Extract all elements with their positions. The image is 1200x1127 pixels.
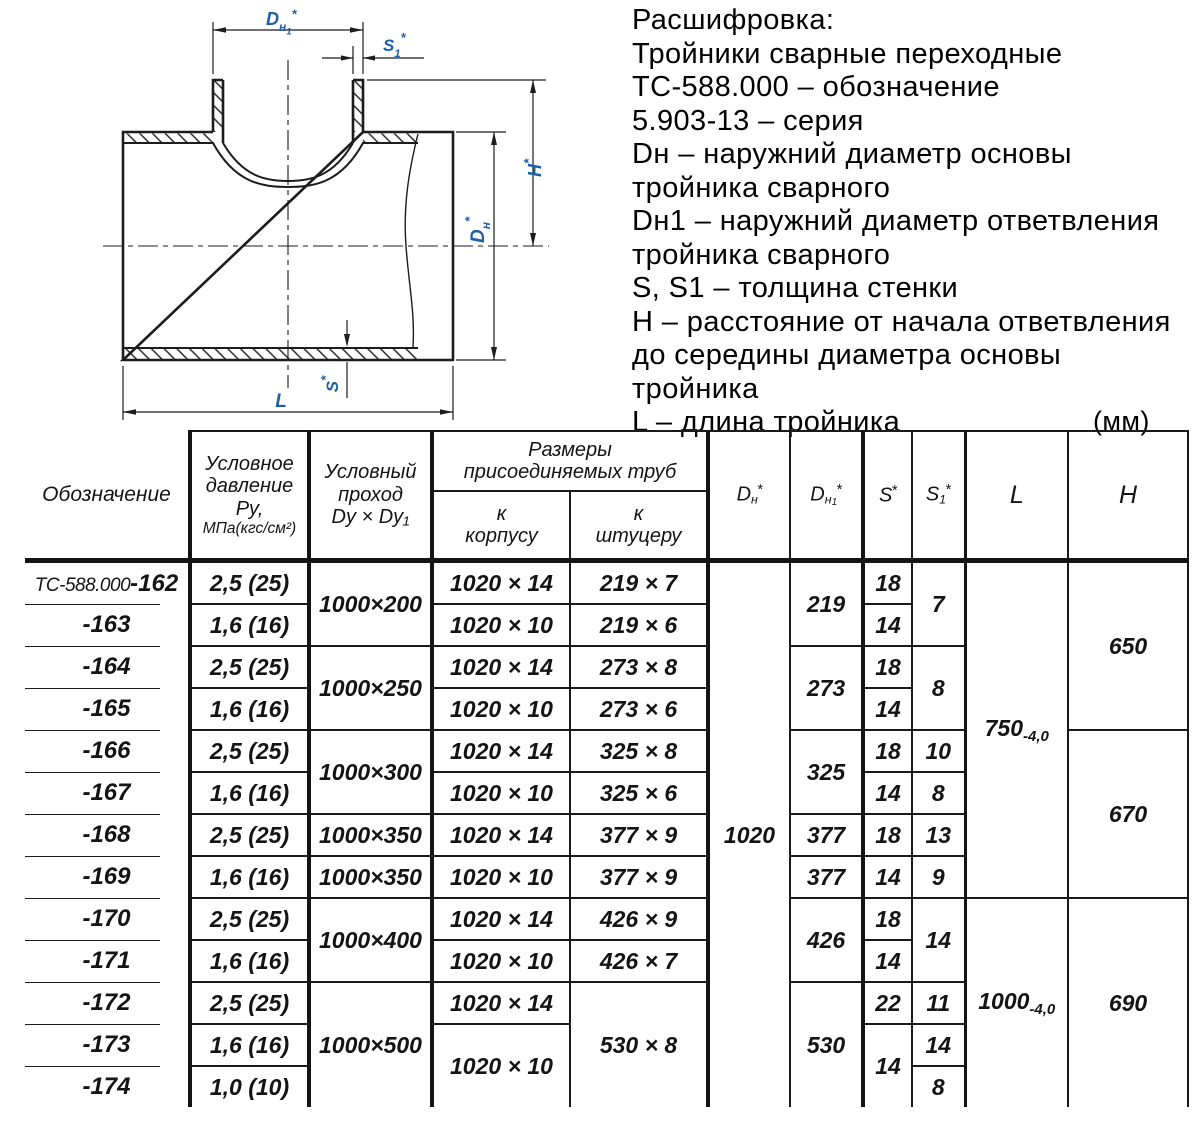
cell-pressure: 1,6 (16) [190, 940, 309, 982]
designation-number: -172 [82, 989, 131, 1016]
cell-H: 650 [1068, 561, 1188, 731]
cell-body_pipe: 1020 × 14 [432, 646, 570, 688]
cell-pass: 1000×500 [309, 982, 432, 1107]
label-h: H* [521, 158, 545, 178]
cell-pass: 1000×350 [309, 856, 432, 898]
cell-pressure: 2,5 (25) [190, 561, 309, 605]
cell-designation [25, 772, 190, 814]
legend-line: тройника сварного [632, 171, 891, 204]
designation-number: -167 [82, 779, 131, 806]
legend-line: тройника сварного [632, 238, 891, 271]
header-designation: Обозначение [25, 431, 190, 561]
cell-s: 14 [863, 940, 912, 982]
cell-branch_pipe: 325 × 6 [570, 772, 708, 814]
label-dn1: $D_н1^*$ [266, 6, 297, 38]
cell-branch_pipe: 426 × 9 [570, 898, 708, 940]
cell-pressure: 2,5 (25) [190, 730, 309, 772]
legend-line: Расшифровка: [632, 4, 835, 36]
cell-dn1: 426 [790, 898, 863, 982]
cell-branch_pipe: 273 × 8 [570, 646, 708, 688]
cell-s: 14 [863, 604, 912, 646]
cell-pass: 1000×350 [309, 814, 432, 856]
cell-designation [25, 561, 190, 605]
cell-L: $750_{-4,0}$ [965, 561, 1068, 899]
legend-line: Dн – наружний диаметр основы [632, 138, 1072, 170]
designation-number: -170 [82, 905, 131, 932]
designation-number: -168 [82, 821, 131, 848]
legend-line: H – расстояние от начала ответвления [632, 305, 1171, 338]
cell-designation [25, 982, 190, 1024]
cell-s: 18 [863, 646, 912, 688]
cell-pass: 1000×300 [309, 730, 432, 814]
legend-line: L – длина тройника [632, 406, 901, 438]
cell-s1: 10 [912, 730, 965, 772]
cell-body_pipe: 1020 × 10 [432, 1024, 570, 1107]
legend-line: 5.903-13 – серия [632, 104, 864, 137]
header-to-body: к корпусу [432, 491, 570, 561]
legend-line: S, S1 – толщина стенки [632, 272, 959, 304]
label-s1: $S_1^*$ [383, 30, 406, 60]
cell-s: 18 [863, 730, 912, 772]
cell-s: 14 [863, 1024, 912, 1107]
designation-number: -171 [82, 947, 131, 974]
cell-designation [25, 1066, 190, 1107]
cell-branch_pipe: 325 × 8 [570, 730, 708, 772]
cell-body_pipe: 1020 × 14 [432, 898, 570, 940]
cell-s1: 14 [912, 898, 965, 982]
cell-dn1: 325 [790, 730, 863, 814]
cell-branch_pipe: 426 × 7 [570, 940, 708, 982]
cell-s: 18 [863, 561, 912, 605]
cell-pressure: 2,5 (25) [190, 814, 309, 856]
cell-s1: 8 [912, 1066, 965, 1107]
technical-drawing [0, 0, 600, 430]
cell-pass: 1000×400 [309, 898, 432, 982]
spec-table [25, 430, 1189, 1107]
table-row [25, 561, 1188, 605]
table-row [25, 898, 1188, 940]
cell-dn: 1020 [708, 561, 790, 1108]
cell-s: 14 [863, 688, 912, 730]
cell-s: 14 [863, 772, 912, 814]
cell-body_pipe: 1020 × 14 [432, 730, 570, 772]
cell-branch_pipe: 219 × 7 [570, 561, 708, 605]
cell-pressure: 1,6 (16) [190, 772, 309, 814]
cell-designation [25, 898, 190, 940]
label-l: L [275, 391, 287, 412]
tolerance-value: -4,0 [1029, 1001, 1056, 1018]
cell-s1: 8 [912, 646, 965, 730]
cell-pass: 1000×250 [309, 646, 432, 730]
table-header [25, 431, 1188, 561]
cell-body_pipe: 1020 × 14 [432, 561, 570, 605]
cell-s: 14 [863, 856, 912, 898]
cell-branch_pipe: 219 × 6 [570, 604, 708, 646]
cell-s1: 11 [912, 982, 965, 1024]
designation-number: -164 [82, 653, 131, 680]
cell-branch_pipe: 377 × 9 [570, 856, 708, 898]
designation-number: -165 [82, 695, 131, 722]
cell-s1: 13 [912, 814, 965, 856]
cell-body_pipe: 1020 × 10 [432, 772, 570, 814]
legend-line: Dн1 – наружний диаметр ответвления [632, 205, 1160, 237]
cell-pressure: 2,5 (25) [190, 646, 309, 688]
legend-line: Тройники сварные переходные [632, 37, 1063, 70]
cell-pressure: 2,5 (25) [190, 898, 309, 940]
cell-s: 18 [863, 814, 912, 856]
cell-dn1: 219 [790, 561, 863, 647]
cell-branch_pipe: 377 × 9 [570, 814, 708, 856]
cell-body_pipe: 1020 × 10 [432, 604, 570, 646]
legend-line: ТС-588.000 – обозначение [632, 71, 1000, 103]
cell-s1: 7 [912, 561, 965, 647]
cell-designation [25, 814, 190, 856]
cell-body_pipe: 1020 × 10 [432, 940, 570, 982]
cell-s: 22 [863, 982, 912, 1024]
designation-number: -169 [82, 863, 131, 890]
designation-prefix: ТС-588.000 [34, 574, 131, 596]
header-L: L [965, 431, 1068, 561]
cell-L: $1000_{-4,0}$ [965, 898, 1068, 1107]
legend-line: до середины диаметра основы тройника [632, 339, 1062, 405]
legend-text [632, 4, 1192, 440]
header-H: H [1068, 431, 1188, 561]
header-to-branch: к штуцеру [570, 491, 708, 561]
cell-pressure: 1,6 (16) [190, 1024, 309, 1066]
cell-designation [25, 940, 190, 982]
cell-designation [25, 604, 190, 646]
header-nominal-pass: Условный проход Dу × Dу₁ [309, 431, 432, 561]
designation-number: -173 [82, 1031, 131, 1058]
designation-number: -162 [130, 569, 179, 597]
label-dn: $D_н^*$ [462, 216, 493, 244]
table-body [25, 561, 1188, 1108]
cell-designation [25, 730, 190, 772]
cell-designation [25, 856, 190, 898]
cell-body_pipe: 1020 × 10 [432, 688, 570, 730]
cell-dn1: 530 [790, 982, 863, 1107]
cell-pressure: 1,6 (16) [190, 688, 309, 730]
cell-designation [25, 688, 190, 730]
break-line [405, 134, 418, 347]
cell-dn1: 377 [790, 856, 863, 898]
cell-pass: 1000×200 [309, 561, 432, 647]
cell-dn1: 377 [790, 814, 863, 856]
cell-s: 18 [863, 898, 912, 940]
cell-branch_pipe: 530 × 8 [570, 982, 708, 1107]
cell-dn1: 273 [790, 646, 863, 730]
header-s1: S1* [912, 431, 965, 561]
designation-number: -163 [82, 611, 131, 638]
cell-pressure: 1,0 (10) [190, 1066, 309, 1107]
cell-body_pipe: 1020 × 14 [432, 814, 570, 856]
header-pipe-sizes-group: Размеры присоединяемых труб [432, 431, 708, 491]
cell-s1: 8 [912, 772, 965, 814]
header-dn: Dн* [708, 431, 790, 561]
cell-H: 690 [1068, 898, 1188, 1107]
cell-designation [25, 1024, 190, 1066]
cell-designation [25, 646, 190, 688]
header-pressure: Условное давление Ру, МПа(кгс/см²) [190, 431, 309, 561]
cell-s1: 9 [912, 856, 965, 898]
tolerance-value: -4,0 [1023, 728, 1049, 745]
cell-branch_pipe: 273 × 6 [570, 688, 708, 730]
cell-pressure: 1,6 (16) [190, 856, 309, 898]
header-s: S* [863, 431, 912, 561]
designation-number: -166 [82, 737, 131, 764]
cell-pressure: 2,5 (25) [190, 982, 309, 1024]
cell-body_pipe: 1020 × 10 [432, 856, 570, 898]
cell-s1: 14 [912, 1024, 965, 1066]
cell-pressure: 1,6 (16) [190, 604, 309, 646]
designation-number: -174 [82, 1072, 131, 1100]
cell-H: 670 [1068, 730, 1188, 898]
header-dn1: $Dн_1^*$ [790, 431, 863, 561]
cell-body_pipe: 1020 × 14 [432, 982, 570, 1024]
units-note: (мм) [1093, 406, 1150, 436]
label-s: S* [318, 375, 342, 393]
